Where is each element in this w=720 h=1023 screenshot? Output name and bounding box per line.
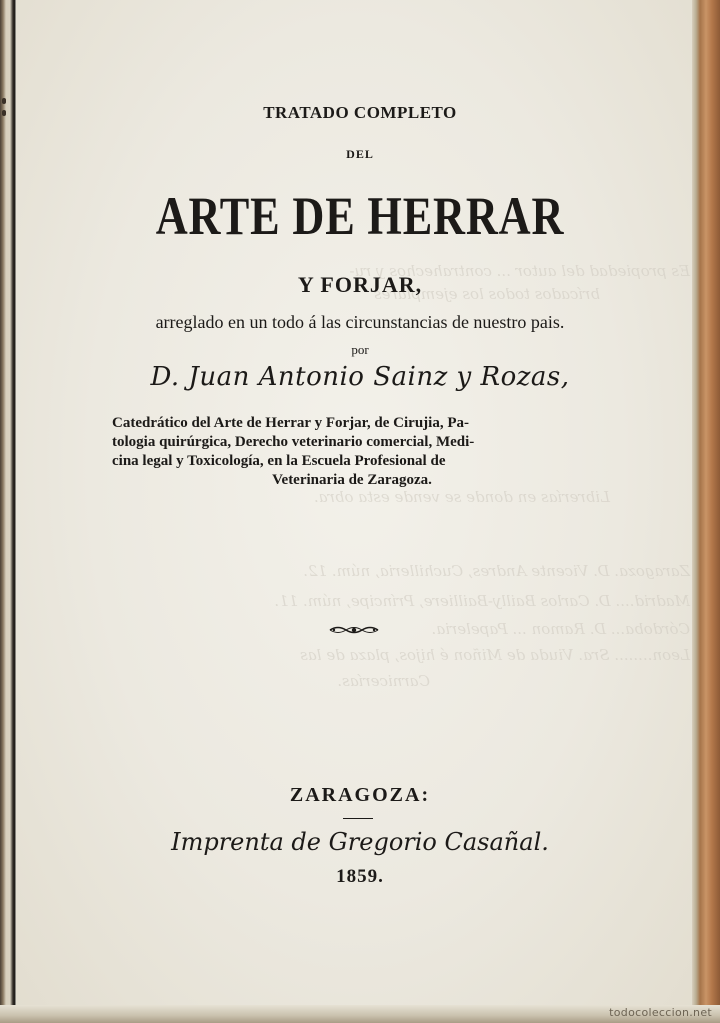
ornament-divider-icon xyxy=(328,622,380,638)
bleed-line: Zaragoza. D. Vicente Andres, Cuchilleria, núm. 12. xyxy=(303,562,690,580)
credentials-line: Veterinaria de Zaragoza. xyxy=(272,472,432,488)
title-connector: DEL xyxy=(346,147,374,161)
sub-title: Y FORJAR, xyxy=(297,272,423,297)
author-credentials xyxy=(112,414,592,490)
imprint-city: ZARAGOZA: xyxy=(289,784,431,806)
main-title: ARTE DE HERRAR xyxy=(155,186,565,246)
bleed-line: brícados todos los ejemplares xyxy=(373,285,600,303)
imprint-rule xyxy=(343,818,373,819)
bleed-line: Córdoba... D. Ramon ... Papeleria. xyxy=(431,620,690,638)
bleed-line: Librerías en donde se vende esta obra. xyxy=(313,488,610,506)
printer-name: Imprenta de Gregorio Casañal. xyxy=(171,828,549,856)
publication-year: 1859. xyxy=(336,866,384,887)
credentials-line: Catedrático del Arte de Herrar y Forjar, de Cirujia, Pa- xyxy=(112,415,469,431)
by-line: por xyxy=(351,342,369,357)
bleed-line: Carnicerías. xyxy=(337,672,430,690)
watermark: todocoleccion.net xyxy=(609,1006,712,1019)
description: arreglado en un todo á las circunstancias de nuestro pais. xyxy=(155,312,565,332)
bleed-line: Leon........ Sra. Viuda de Miñon é hijos, plaza de las xyxy=(300,646,690,664)
bleed-line: Madrid.... D. Carlos Bailly-Bailliere, Príncipe, núm. 11. xyxy=(274,592,690,610)
book-edge xyxy=(692,0,720,1023)
bleed-line: Es propiedad del autor ... contrahechos y ru- xyxy=(349,262,690,280)
binding-hole xyxy=(2,110,6,116)
pre-title: TRATADO COMPLETO xyxy=(263,103,457,122)
credentials-line: tologia quirúrgica, Derecho veterinario comercial, Medi- xyxy=(112,434,475,450)
binding-hole xyxy=(2,98,6,104)
author-name: D. Juan Antonio Sainz y Rozas, xyxy=(150,362,570,392)
credentials-line: cina legal y Toxicología, en la Escuela Profesional de xyxy=(112,453,446,469)
